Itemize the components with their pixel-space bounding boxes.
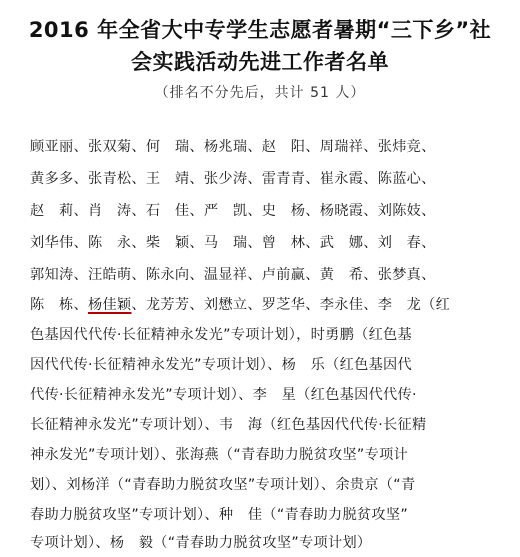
name-list-line [30, 294, 500, 314]
name-list-line: 专项计划）、杨 毅（“青春助力脱贫攻坚”专项计划） [30, 535, 372, 551]
name-list-line: 长征精神永发光”专项计划）、韦 海（红色基因代代传·长征精 [30, 417, 427, 433]
name-list-line: 郭知涛、汪皓萌、陈永向、温显祥、卢前赢、黄 希、张梦真、 [30, 267, 436, 283]
name-list-line: 代传·长征精神永发光”专项计划）、李 星（红色基因代代传· [30, 387, 417, 403]
name-list-line: 神永发光”专项计划）、张海燕（“青春助力脱贫攻坚”专项计 [30, 447, 409, 463]
underlined-name: 杨佳颖 [87, 297, 132, 313]
document-title-line-2: 会实践活动先进工作者名单 [131, 50, 389, 74]
name-list-line: 刘华伟、陈 永、柴 颖、马 瑞、曾 林、武 娜、刘 春、 [30, 235, 436, 251]
name-list-line: 色基因代代传·长征精神永发光”专项计划），时勇鹏（红色基 [30, 327, 413, 343]
name-list-text: 陈 栋、 [30, 297, 88, 313]
name-list-line: 春助力脱贫攻坚”专项计划）、种 佳（“青春助力脱贫攻坚” [30, 507, 409, 523]
name-list-line: 因代代传·长征精神永发光”专项计划）、杨 乐（红色基因代 [30, 357, 413, 373]
name-list-line: 赵 莉、肖 涛、石 佳、严 凯、史 杨、杨晓霞、刘陈妓、 [30, 203, 436, 219]
name-list-line: 划）、刘杨洋（“青春助力脱贫攻坚”专项计划）、余贵京（“青 [30, 477, 416, 493]
name-list-text: 、龙芳芳、刘懋立、罗芝华、李永佳、李 龙（红 [131, 297, 451, 313]
document-title-line-1: 2016 年全省大中专学生志愿者暑期“三下乡”社 [28, 18, 492, 42]
name-list-line: 顾亚丽、张双菊、何 瑞、杨兆瑞、赵 阳、周瑞祥、张炜竞、 [30, 139, 436, 155]
name-list-line: 黄多多、张青松、王 靖、张少涛、雷青青、崔永霞、陈蓝心、 [30, 171, 436, 187]
document-subtitle: （排名不分先后，共计 51 人） [154, 85, 366, 101]
